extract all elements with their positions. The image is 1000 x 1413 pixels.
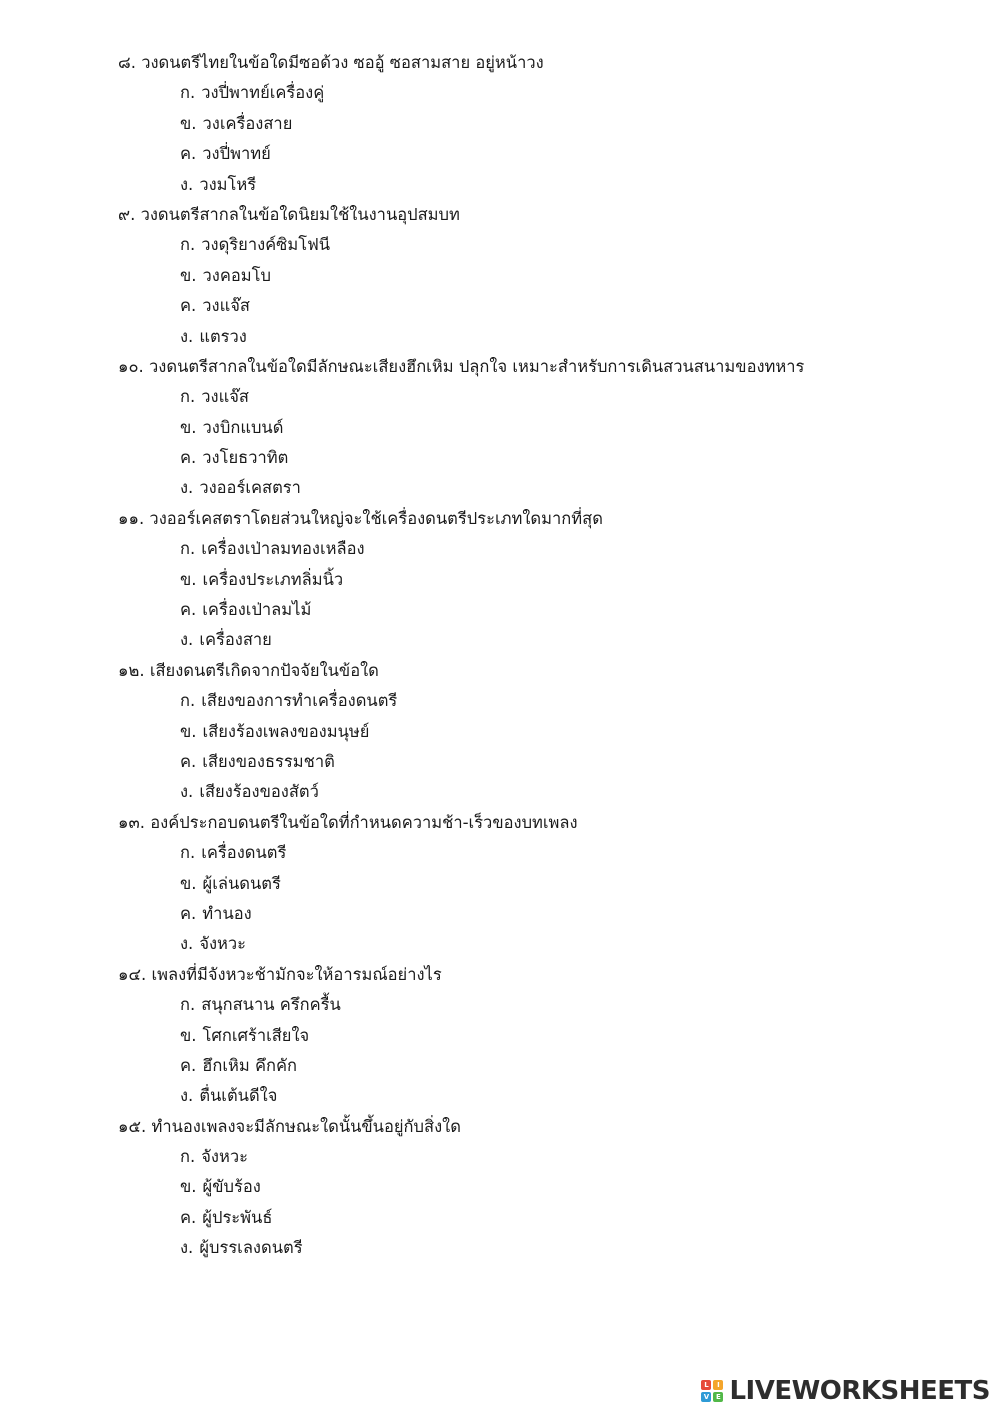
option-letter: ค. (180, 448, 197, 468)
brand-square-i: I (713, 1380, 723, 1390)
option-letter: ค. (180, 144, 197, 164)
option-letter: ก. (180, 691, 196, 711)
option-text: วงคอมโบ (202, 265, 272, 285)
option-text: วงปี่พาทย์เครื่องคู่ (201, 83, 325, 103)
question-14 (0, 960, 1000, 1112)
option-text: เครื่องดนตรี (201, 843, 287, 863)
option-letter: ข. (180, 1177, 197, 1197)
option-item (0, 838, 1000, 868)
question-9 (0, 200, 1000, 352)
option-text: วงออร์เคสตรา (199, 478, 301, 498)
option-text: ตื่นเต้นดีใจ (199, 1086, 278, 1106)
option-text: เสียงของการทำเครื่องดนตรี (201, 691, 398, 711)
option-item (0, 717, 1000, 747)
option-letter: ง. (180, 326, 194, 346)
option-list (0, 990, 1000, 1112)
option-letter: ก. (180, 387, 196, 407)
option-text: วงแจ๊ส (202, 296, 250, 316)
option-list (0, 686, 1000, 808)
option-text: เสียงร้องเพลงของมนุษย์ (202, 721, 370, 741)
option-letter: ง. (180, 1086, 194, 1106)
option-item (0, 686, 1000, 716)
option-item (0, 1081, 1000, 1111)
question-text: ๙. วงดนตรีสากลในข้อใดนิยมใช้ในงานอุปสมบท (118, 204, 460, 224)
option-text: เครื่องประเภทลิ่มนิ้ว (202, 569, 344, 589)
option-letter: ค. (180, 296, 197, 316)
option-text: วงบิกแบนด์ (202, 417, 284, 437)
option-item (0, 382, 1000, 412)
option-letter: ค. (180, 600, 197, 620)
option-list (0, 382, 1000, 504)
option-item (0, 899, 1000, 929)
option-text: ทำนอง (202, 903, 252, 923)
option-letter: ก. (180, 1147, 196, 1167)
question-text: ๑๐. วงดนตรีสากลในข้อใดมีลักษณะเสียงฮึกเหิม ปลุกใจ เหมาะสำหรับการเดินสวนสนามของทหาร (118, 356, 805, 376)
option-item (0, 565, 1000, 595)
option-letter: ง. (180, 174, 194, 194)
question-15 (0, 1112, 1000, 1264)
option-text: วงมโหรี (199, 174, 257, 194)
option-item (0, 1203, 1000, 1233)
option-item (0, 291, 1000, 321)
option-letter: ง. (180, 1238, 194, 1258)
option-item (0, 230, 1000, 260)
option-text: จังหวะ (199, 934, 247, 954)
option-item (0, 413, 1000, 443)
option-item (0, 322, 1000, 352)
option-text: วงดุริยางค์ซิมโฟนี (201, 235, 331, 255)
question-12 (0, 656, 1000, 808)
option-text: ผู้เล่นดนตรี (202, 873, 281, 893)
option-text: เสียงร้องของสัตว์ (199, 782, 319, 802)
option-item (0, 109, 1000, 139)
option-letter: ข. (180, 113, 197, 133)
option-letter: ก. (180, 83, 196, 103)
question-10 (0, 352, 1000, 504)
option-item (0, 1051, 1000, 1081)
option-letter: ก. (180, 235, 196, 255)
option-letter: ค. (180, 1055, 197, 1075)
option-letter: ค. (180, 1207, 197, 1227)
option-list (0, 838, 1000, 960)
brand-square-v: V (701, 1392, 711, 1402)
option-item (0, 443, 1000, 473)
option-item (0, 1172, 1000, 1202)
option-item (0, 747, 1000, 777)
question-8 (0, 48, 1000, 200)
option-item (0, 170, 1000, 200)
liveworksheets-logo (701, 1377, 990, 1405)
option-letter: ข. (180, 873, 197, 893)
option-item (0, 595, 1000, 625)
option-item (0, 1233, 1000, 1263)
option-text: ผู้ประพันธ์ (202, 1207, 273, 1227)
option-letter: ก. (180, 995, 196, 1015)
option-item (0, 929, 1000, 959)
question-11 (0, 504, 1000, 656)
option-list (0, 230, 1000, 352)
option-text: เสียงของธรรมชาติ (202, 751, 335, 771)
option-text: สนุกสนาน ครึกครื้น (201, 995, 341, 1015)
question-text: ๘. วงดนตรีไทยในข้อใดมีซอด้วง ซออู้ ซอสามสาย อยู่หน้าวง (118, 53, 544, 72)
option-text: ผู้ขับร้อง (202, 1177, 261, 1197)
option-item (0, 261, 1000, 291)
option-letter: ก. (180, 539, 196, 559)
option-item (0, 534, 1000, 564)
option-text: วงเครื่องสาย (202, 113, 293, 133)
option-item (0, 473, 1000, 503)
option-letter: ก. (180, 843, 196, 863)
option-item (0, 869, 1000, 899)
question-text: ๑๓. องค์ประกอบดนตรีในข้อใดที่กำหนดความช้า-เร็วของบทเพลง (118, 812, 578, 832)
option-list (0, 1142, 1000, 1264)
option-item (0, 1142, 1000, 1172)
option-letter: ข. (180, 721, 197, 741)
worksheet-questions (0, 48, 1000, 1264)
question-text: ๑๑. วงออร์เคสตราโดยส่วนใหญ่จะใช้เครื่องดนตรีประเภทใดมากที่สุด (118, 508, 603, 528)
option-text: เครื่องเป่าลมไม้ (202, 600, 312, 620)
option-item (0, 777, 1000, 807)
option-letter: ข. (180, 417, 197, 437)
option-list (0, 78, 1000, 200)
option-text: จังหวะ (201, 1147, 248, 1167)
option-text: วงแจ๊ส (201, 387, 249, 407)
question-text: ๑๒. เสียงดนตรีเกิดจากปัจจัยในข้อใด (118, 660, 379, 680)
option-letter: ง. (180, 630, 194, 650)
option-text: ฮึกเหิม คึกคัก (202, 1055, 298, 1075)
option-list (0, 534, 1000, 656)
brand-square-l: L (701, 1380, 711, 1390)
option-text: วงโยธวาทิต (202, 448, 289, 468)
option-item (0, 990, 1000, 1020)
option-text: แตรวง (199, 326, 247, 346)
option-letter: ข. (180, 265, 197, 285)
question-text: ๑๕. ทำนองเพลงจะมีลักษณะใดนั้นขึ้นอยู่กับสิ่งใด (118, 1116, 461, 1136)
question-text: ๑๔. เพลงที่มีจังหวะช้ามักจะให้อารมณ์อย่างไร (118, 964, 442, 984)
option-letter: ค. (180, 903, 197, 923)
option-letter: ค. (180, 751, 197, 771)
brand-square-e: E (713, 1392, 723, 1402)
option-letter: ง. (180, 782, 194, 802)
option-item (0, 1021, 1000, 1051)
option-letter: ข. (180, 1025, 197, 1045)
brand-text: LIVEWORKSHEETS (729, 1376, 990, 1406)
option-text: เครื่องสาย (199, 630, 272, 650)
option-item (0, 625, 1000, 655)
question-13 (0, 808, 1000, 960)
option-text: วงปี่พาทย์ (202, 144, 271, 164)
option-letter: ข. (180, 569, 197, 589)
option-letter: ง. (180, 478, 194, 498)
option-letter: ง. (180, 934, 194, 954)
option-item (0, 78, 1000, 108)
option-item (0, 139, 1000, 169)
option-text: ผู้บรรเลงดนตรี (199, 1238, 303, 1258)
option-text: เครื่องเป่าลมทองเหลือง (201, 539, 365, 559)
option-text: โศกเศร้าเสียใจ (202, 1025, 310, 1045)
brand-icon (701, 1380, 723, 1402)
